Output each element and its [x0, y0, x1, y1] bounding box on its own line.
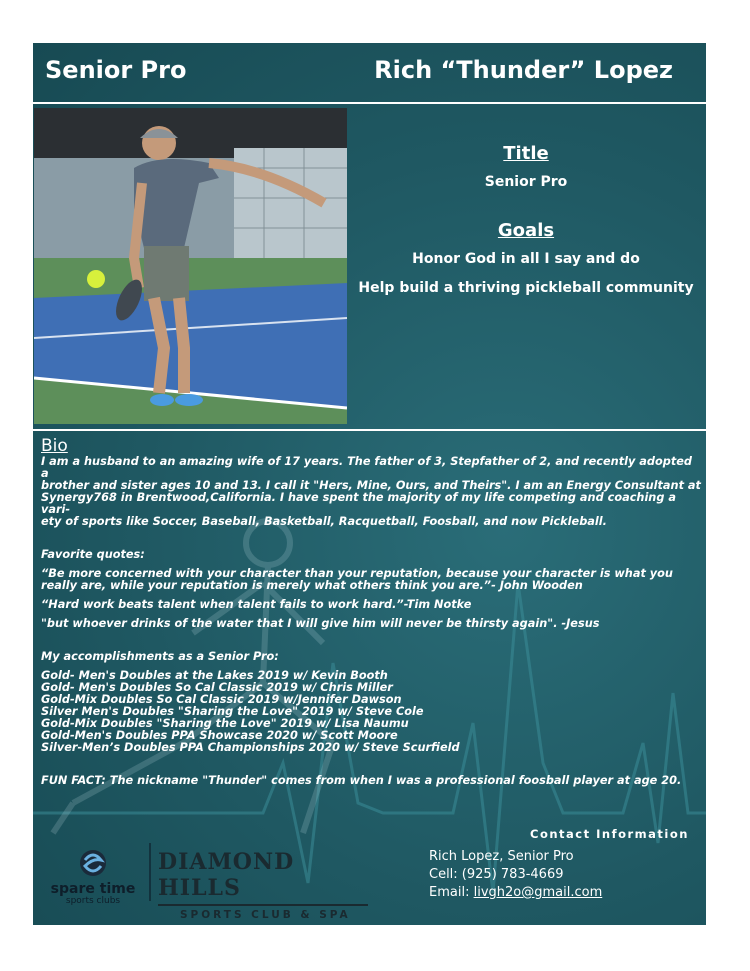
title-heading: Title — [503, 143, 549, 164]
quote-line: “Be more concerned with your character than your reputation, because your character is what you — [41, 567, 673, 580]
diamond-hills-sub: SPORTS CLUB & SPA — [180, 909, 351, 921]
accomplishment-item: Gold-Mix Doubles So Cal Classic 2019 w/Jennifer Dawson — [41, 693, 402, 706]
header-divider — [33, 102, 706, 104]
bio-line: brother and sister ages 10 and 13. I call it "Hers, Mine, Ours, and Theirs". I am an Energy Consultant at — [41, 479, 701, 492]
diamond-hills-name: DIAMOND HILLS — [158, 849, 295, 901]
bio-line: ety of sports like Soccer, Baseball, Basketball, Racquetball, Foosball, and now Pickleball. — [41, 515, 607, 528]
accomplishment-item: Gold-Mix Doubles "Sharing the Love" 2019 w/ Lisa Naumu — [41, 717, 409, 730]
profile-info — [351, 143, 701, 296]
header — [33, 43, 706, 103]
goals-heading: Goals — [497, 220, 555, 241]
quotes-heading: Favorite quotes: — [41, 548, 145, 561]
profile-card — [33, 43, 706, 925]
bio-section — [41, 436, 701, 787]
title-value: Senior Pro — [484, 174, 568, 190]
contact-name: Rich Lopez, Senior Pro — [429, 849, 574, 864]
accomplishment-item: Silver Men's Doubles "Sharing the Love" 2019 w/ Steve Cole — [41, 705, 424, 718]
contact-block — [429, 848, 602, 902]
quote-line: really are, while your reputation is merely what others think you are.”- John Wooden — [41, 579, 583, 592]
fun-fact: FUN FACT: The nickname "Thunder" comes from when I was a professional foosball player at age 20. — [41, 774, 682, 787]
contact-email-label: Email: — [429, 885, 474, 900]
accomplishments-heading: My accomplishments as a Senior Pro: — [41, 650, 279, 663]
accomplishment-item: Gold-Men's Doubles PPA Showcase 2020 w/ Scott Moore — [41, 729, 398, 742]
player-photo — [34, 108, 347, 424]
goal-item: Honor God in all I say and do — [412, 251, 640, 267]
contact-heading: Contact Information — [530, 827, 689, 841]
accomplishment-item: Gold- Men's Doubles So Cal Classic 2019 w/ Chris Miller — [41, 681, 393, 694]
pickleball-player-image — [34, 108, 347, 424]
spare-time-logo — [43, 848, 143, 906]
accomplishment-item: Silver-Men’s Doubles PPA Championships 2020 w/ Steve Scurfield — [41, 741, 460, 754]
goal-item: Help build a thriving pickleball community — [358, 280, 694, 296]
contact-cell: Cell: (925) 783-4669 — [429, 867, 564, 882]
diamond-hills-logo — [150, 843, 375, 921]
photo-divider — [33, 429, 706, 431]
email-link[interactable]: livgh2o@gmail.com — [473, 885, 603, 900]
header-left-title: Senior Pro — [45, 56, 187, 84]
accomplishment-item: Gold- Men's Doubles at the Lakes 2019 w/ Kevin Booth — [41, 669, 388, 682]
quote-line: "but whoever drinks of the water that I will give him will never be thirsty again". -Jesus — [41, 617, 600, 630]
spare-time-swoosh-icon — [78, 848, 108, 878]
bio-line: I am a husband to an amazing wife of 17 years. The father of 3, Stepfather of 2, and recently adopted a — [41, 455, 692, 480]
contact-email-row — [429, 884, 602, 902]
spare-time-name: spare time — [50, 881, 136, 897]
bio-line: Synergy768 in Brentwood,California. I have spent the majority of my life competing and coaching a vari- — [41, 491, 676, 516]
bio-heading: Bio — [41, 436, 68, 456]
spare-time-sub: sports clubs — [65, 896, 121, 906]
quote-line: “Hard work beats talent when talent fails to work hard.”-Tim Notke — [41, 598, 472, 611]
header-name-title: Rich “Thunder” Lopez — [374, 56, 673, 84]
